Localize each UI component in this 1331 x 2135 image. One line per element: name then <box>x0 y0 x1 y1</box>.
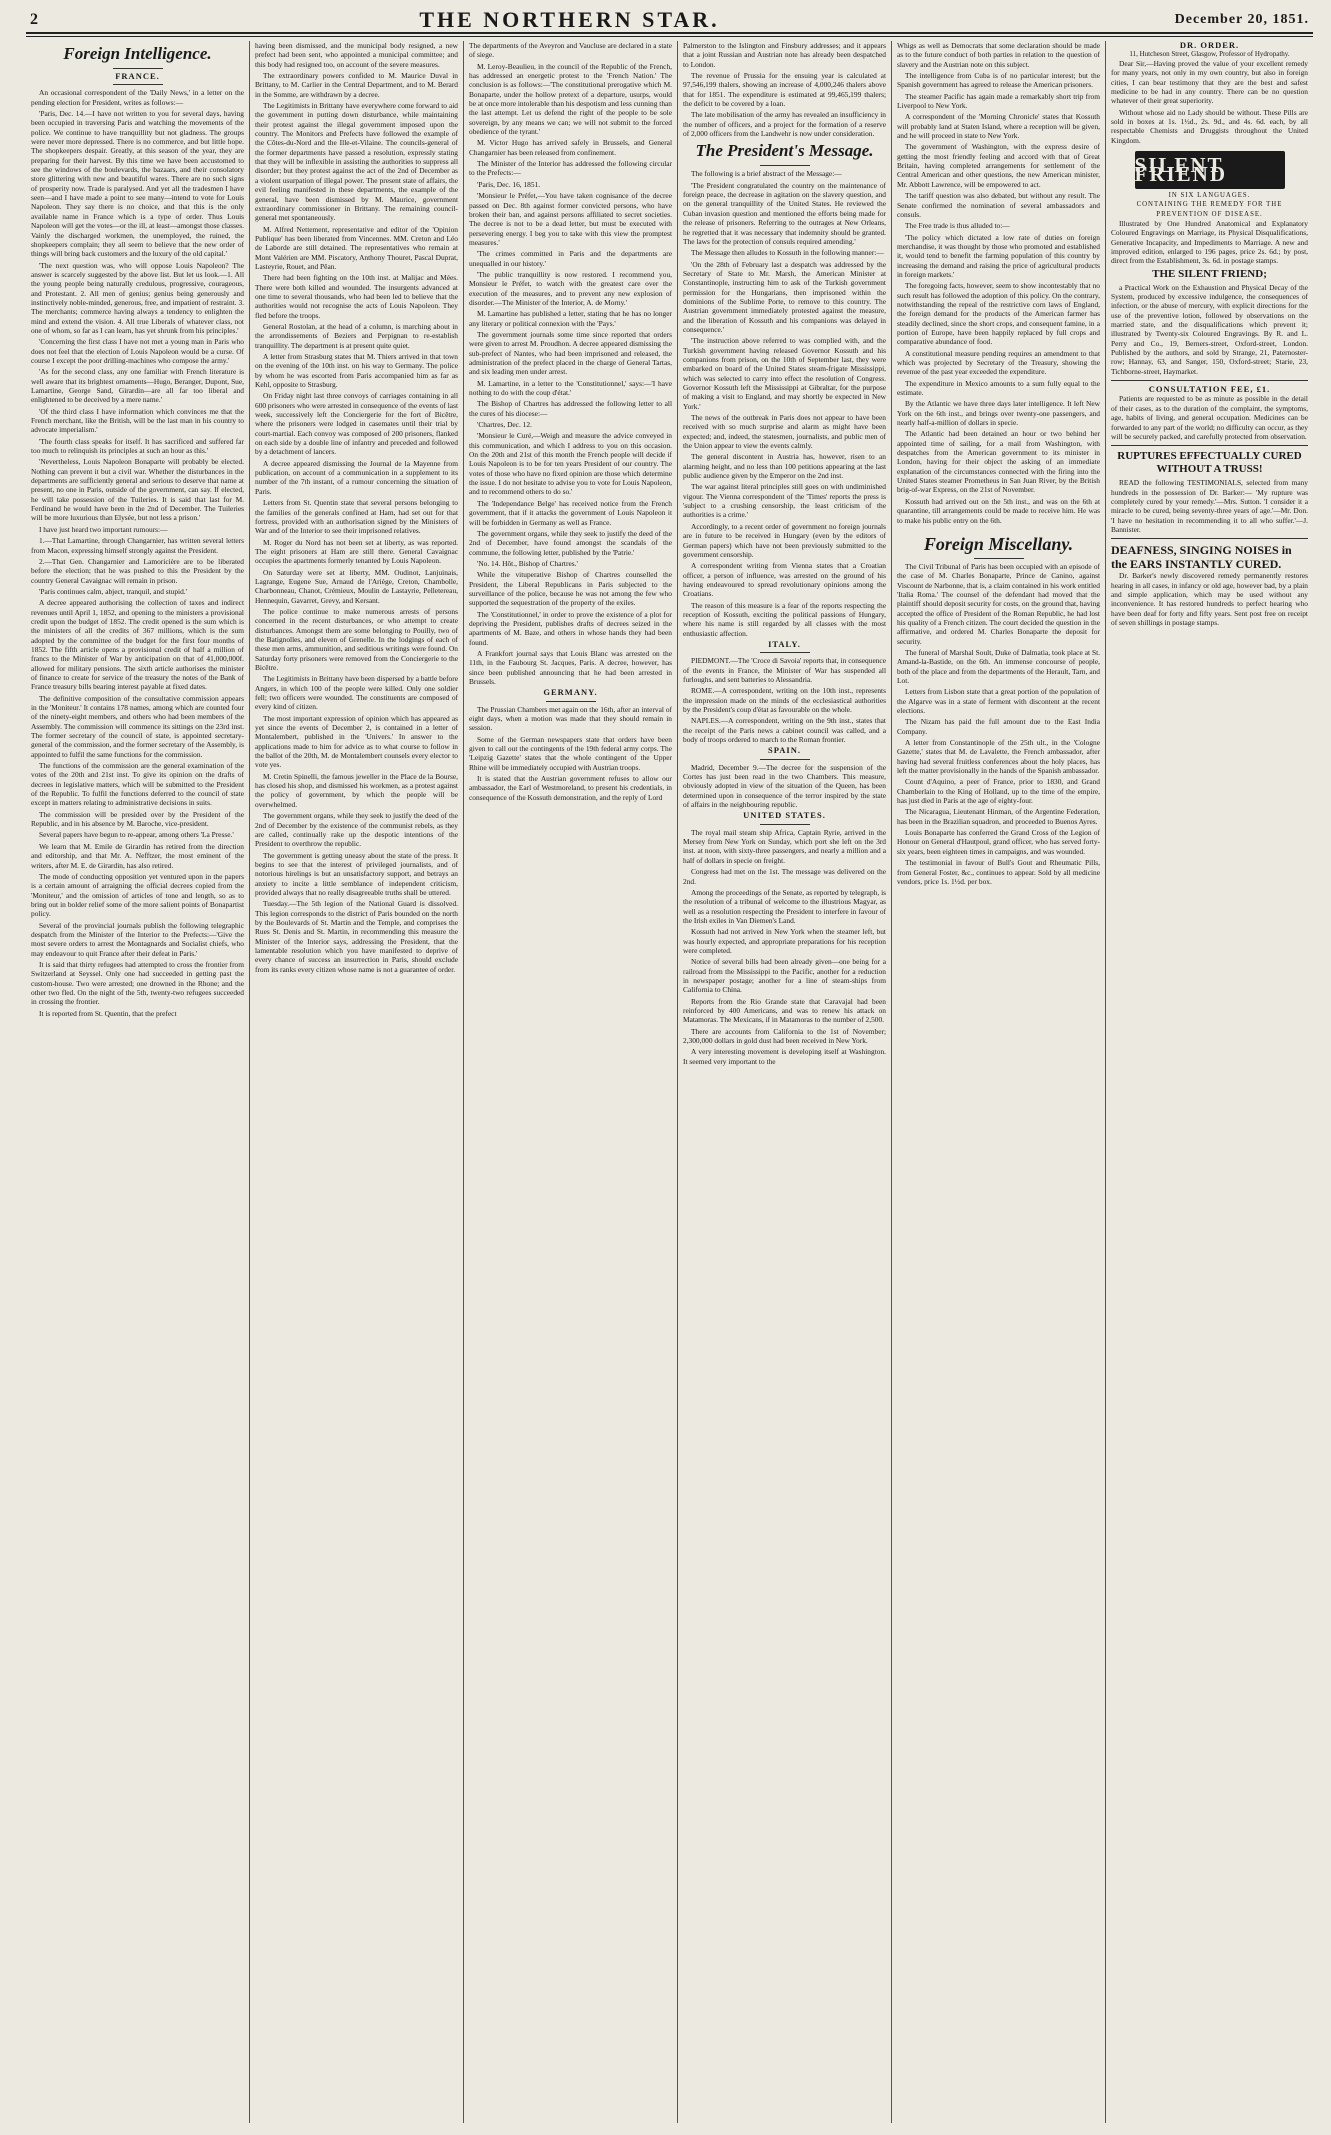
article-paragraph: The Prussian Chambers met again on the 16th, after an interval of eight days, when a motion was made that they should remain in session. <box>469 704 672 733</box>
article-paragraph: Kossuth had not arrived in New York when the steamer left, but was hourly expected, and appropriate preparations for his reception were completed. <box>683 927 886 955</box>
article-paragraph: It is said that thirty refugees had attempted to cross the frontier from Switzerland at Seyssel. Only one had succeeded in getting past the custom-house. Two were arrested; one drowned in the Rhone; and the other two fled. On the night of the 5th, twenty-two refugees succeeded in crossing the frontier. <box>31 959 244 1007</box>
article-paragraph: Accordingly, to a recent order of government no foreign journals are in future to be received in Hungary (even by the editors of German papers) which have not been previously submitted to the government censorship. <box>683 521 886 559</box>
article-paragraph: The government is getting uneasy about the state of the press. It begins to see that the interest of privileged journalists, and of notorious hirelings is but an unsatisfactory support, and betrays an anxiety to incite a little semblance of independent criticism, provided always that no really disagreeable truths shall be uttered. <box>255 850 458 897</box>
article-paragraph: The steamer Pacific has again made a remarkably short trip from Liverpool to New York. <box>897 91 1100 111</box>
article-paragraph: The revenue of Prussia for the ensuing year is calculated at 97,546,199 thalers, showing an increase of 4,000,246 thalers above that for 1851. The expenditure is estimated at 99,465,199 thalers; the deficit to be covered by a loan. <box>683 71 886 109</box>
page-number: 2 <box>30 11 38 28</box>
silent-friend-intro: Illustrated by One Hundred Anatomical and Explanatory Coloured Engravings on Marriage, its Physical Disqualifications, Generative Incapacity, and Impediments to Marriage. A new and improved edition, enlarged to 196 pages, price 2s. 6d.; by post, direct from the Establishment, 3s. 6d. in postage stamps. <box>1111 218 1308 266</box>
article-paragraph: On Saturday were set at liberty, MM. Oudinot, Lanjuinais, Lagrange, Eugene Sue, Arnaud de l'Ariège, Creton, Chambolle, Charbonneau, Chanot, Crémieux, Moulin de Lastayrie, Pelletereau, Hennequin, Gavarret, Grevy, and Kersant. <box>255 567 458 605</box>
article-paragraph: An occasional correspondent of the 'Daily News,' in a letter on the pending election for President, writes as follows:— <box>31 88 244 107</box>
article-paragraph: The Atlantic had been detained an hour or two behind her appointed time of sailing, for a mail from Washington, with despatches from the American government to its minister in London, having for their object the asking of an immediate explanation of the circumstances connected with the firing into the United States steamer Prometheus in San Juan River, by the British brig-of-war Express, on the 21st of November. <box>897 429 1100 495</box>
country-subheading: FRANCE. <box>115 71 160 81</box>
article-paragraph: Madrid, December 9.—The decree for the suspension of the Cortes has just been read in the two Chambers. This measure, obviously adopted in view of the situation of the Queen, has been determined upon in consequence of the terror inspired by the state of affairs in the neighbouring republic. <box>683 762 886 810</box>
article-paragraph: The government of Washington, with the express desire of getting the most friendly feeling and accord with that of Great Britain, having completed arrangements for settlement of the Central American and other questions, the new American minister, Mr. Abbott Lawrence, will be empowered to act. <box>897 142 1100 189</box>
article-paragraph: ROME.—A correspondent, writing on the 10th inst., represents the impression made on the minds of the ecclesiastical authorities by the President's coup d'état as favourable on the whole. <box>683 686 886 714</box>
article-paragraph: M. Lamartine has published a letter, stating that he has no longer any literary or political connexion with the 'Pays.' <box>469 309 672 328</box>
article-paragraph: 'Paris continues calm, abject, tranquil, and stupid.' <box>39 586 187 596</box>
article-paragraph: 'The President congratulated the country on the maintenance of foreign peace, the decrease in agitation on the slavery question, and on the general tranquillity of the United States. He reviewed the Cuban invasion question and mentioned the efforts being made for the release of prisoners. Referring to the outrages at New Orleans, he regretted that it was necessary that indemnity should be granted. The laws for the protection of consuls required amending.' <box>683 180 886 246</box>
article-paragraph: The Civil Tribunal of Paris has been occupied with an episode of the case of M. Charles Bonaparte, Prince de Canino, against Viscount de Narbonne, that is, a claim contained in his work entitled 'Italia Roma.' The counsel of the defendant had moved that the plaintiff should deposit security for costs, on the ground that, having accepted the office of President of the Roman Republic, he had lost his quality of a French citizen. The court decided the question in the affirmative, and ordered M. Charles Bonaparte the deposit for security. <box>897 561 1100 646</box>
silent-friend-banner: SILENT FRIEND <box>1135 151 1285 189</box>
article-paragraph: By the Atlantic we have three days later intelligence. It left New York on the 6th inst., and brings over twenty-one passengers, and nearly half-a-million of dollars in specie. <box>897 399 1100 428</box>
article-paragraph: A correspondent writing from Vienna states that a Croatian officer, a person of influence, was arrested on the ground of his having endeavoured to spread revolutionary opinions among the Croatians. <box>683 561 886 599</box>
section-heading: Foreign Intelligence. <box>63 44 212 63</box>
divider <box>1111 538 1308 539</box>
masthead <box>26 8 1313 34</box>
article-paragraph: 'Chartres, Dec. 12. <box>477 420 532 430</box>
issue-date: December 20, 1851. <box>1174 12 1309 27</box>
article-paragraph: 'As for the second class, any one familiar with French literature is well aware that its brightest ornaments—Hugo, Beranger, Dupont, Sue, Lamartine, George Sand, Girardin—are all far too liberal and enlightened to be deceived by a mere name.' <box>31 367 244 405</box>
short-rule <box>113 68 163 69</box>
article-paragraph: The late mobilisation of the army has revealed an insufficiency in the number of officers, and a project for the formation of a reserve of 2,000 officers from the Landwehr is now under consideration. <box>683 110 886 139</box>
advert-heading: DR. ORDER. <box>1179 41 1240 50</box>
article-paragraph: 'The fourth class speaks for itself. It has sacrificed and suffered far too much to relinquish its principles at such an hour as this.' <box>31 436 244 456</box>
article-paragraph: Louis Bonaparte has conferred the Grand Cross of the Legion of Honour on General d'Hautpoul, grand officer, who has served forty-six years, been eighteen times in campaigns, and was wounded. <box>897 828 1100 856</box>
article-paragraph: A letter from Constantinople of the 25th ult., in the 'Cologne Gazette,' states that M. de Lavalette, the French ambassador, after having had several fruitless conferences about the holy places, has left the matter provisionally in the hands of the Spanish ambassador. <box>897 738 1100 776</box>
section-heading: The President's Message. <box>695 141 874 161</box>
advert-subheading: 11, Hutcheson Street, Glasgow, Professor of Hydropathy. <box>1129 50 1290 59</box>
article-paragraph: Congress had met on the 1st. The message was delivered on the 2nd. <box>683 867 886 886</box>
country-subheading: UNITED STATES. <box>743 810 826 821</box>
short-rule <box>760 652 810 653</box>
article-paragraph: Kossuth had arrived out on the 5th inst., and was on the 6th at quarantine, till arrangements could be made to receive him. He was to make his public entry on the 6th. <box>897 496 1100 525</box>
article-paragraph: The intelligence from Cuba is of no particular interest; but the Spanish government has agreed to release the American prisoners. <box>897 71 1100 90</box>
article-paragraph: The Bishop of Chartres has addressed the following letter to all the cures of his diocese:— <box>469 399 672 418</box>
consultation-title: CONSULTATION FEE, £1. <box>1148 384 1271 395</box>
article-paragraph: 'The public tranquillity is now restored. I recommend you, Monsieur le Préfet, to watch with the greatest care over the execution of the measures, and to prevent any new explosion of disorder.—The Minister of the Interior, A. de Morny.' <box>469 269 672 307</box>
article-paragraph: The commission will be presided over by the President of the Republic, and in his absence by M. Baroche, vice-president. <box>31 809 244 829</box>
country-subheading: ITALY. <box>768 638 801 649</box>
short-rule <box>760 165 810 166</box>
short-rule <box>760 824 810 825</box>
column-3 <box>464 41 678 2123</box>
article-paragraph: Whigs as well as Democrats that some declaration should be made as to the future conduct of both parties in relation to the question of slavery and the Austrian note on this subject. <box>897 41 1100 69</box>
article-paragraph: 'The next question was, who will oppose Louis Napoleon? The answer is scarcely suggested by the above list. But let us look.—1. All the young people being naturally credulous, progressive, courageous, and Protestant. 2. All men of genius; genius being generously and instinctively noble-minded, generous, free, and impatient of restraint. 3. The merchants; commerce having always a tendency to enlighten the mind and extend the vision. 4. All true Liberals of whatever class, not one of whom, so far as I can learn, has yet shrunk from his principles.' <box>31 260 244 335</box>
article-paragraph: 2.—That Gen. Changarnier and Lamoricière are to be liberated before the election; that he was pushed to this the President by the country General Cavaignac will remain in prison. <box>31 556 244 585</box>
article-paragraph: The funeral of Marshal Soult, Duke of Dalmatia, took place at St. Amand-la-Bastide, on the 6th. An immense concourse of people, both of the place and from the departments of the Herault, Tarn, and Lot. <box>897 647 1100 685</box>
rupture-title: RUPTURES EFFECTUALLY CURED WITHOUT A TRUSS! <box>1117 450 1302 476</box>
columns <box>26 41 1313 2123</box>
rupture-text: READ the following TESTIMONIALS, selected from many hundreds in the possession of Dr. Barker:— 'My rupture was completely cured by your remedy.'—Mrs. Sutton. 'I consider it a miracle to be cured, being seventy-three years of age.'—Mr. Don. 'I have no hesitation in recommending it to all who suffer.'—J. Bannister. <box>1111 478 1308 534</box>
article-paragraph: having been dismissed, and the municipal body resigned, a new prefect had been sent, who appointed a municipal committee; and this body had resigned too, on account of the severe measures. <box>255 41 458 69</box>
column-2 <box>250 41 464 2123</box>
article-paragraph: A decree appeared authorising the collection of taxes and indirect revenues until April 1, 1852, and opening to the ministers a provisional credit upon the budget of 1852. The credit opened is the sum which is the ministers of all the credits of 367 millions, which is the sum adopted by the committee of the budget for the first four months of 1852. The fifth article opens a provisional credit of half a million of francs to the Minister of War by anticipation on that of 41,000,000f. allowed for military pensions. The sixth article authorises the minister of finance to create for service of the treasury the notes of the Bank of France treasury bills bearing interest payable at fixed dates. <box>31 598 244 692</box>
article-paragraph: A very interesting movement is developing itself at Washington. It seemed very important to the <box>683 1047 886 1066</box>
deafness-title: DEAFNESS, SINGING NOISES in the EARS INSTANTLY CURED. <box>1111 543 1292 572</box>
article-paragraph: The general discontent in Austria has, however, risen to an alarming height, and no less than 100 petitions appearing at the last public audience given by the Emperor on the 2nd inst. <box>683 452 886 481</box>
article-paragraph: 'The instruction above referred to was complied with, and the Turkish government having released Governor Kossuth and his companions from prison, on the 10th of September last, they were embarked on board of the United States steam-frigate Mississippi, which was selected to carry into effect the resolution of Congress. Governor Kossuth left the Mississippi at Gibraltar, for the purpose of making a visit to England, and may shortly be expected in New York.' <box>683 336 886 411</box>
article-paragraph: The functions of the commission are the general examination of the votes of the 20th and 21st inst. To give its opinion on the drafts of decrees in legislative matters, which will be submitted to the President of the Republic. To fulfil the functions deferred to the council of state except in matters relating to administrative decisions in suits. <box>31 761 244 808</box>
article-paragraph: Palmerston to the Islington and Finsbury addresses; and it appears that a joint Russian and Austrian note has already been despatched to London. <box>683 41 886 69</box>
article-paragraph: There are accounts from California to the 1st of November; 2,300,000 dollars in gold dust had been received in New York. <box>683 1026 886 1045</box>
article-paragraph: PIEDMONT.—The 'Croce di Savoia' reports that, in consequence of the events in France, the Minister of War has suspended all furloughs, and sent batteries to Alessandria. <box>683 656 886 684</box>
article-paragraph: M. Victor Hugo has arrived safely in Brussels, and General Changarnier has been released from confinement. <box>469 138 672 157</box>
article-paragraph: Several papers have begun to re-appear, among others 'La Presse.' <box>39 830 234 840</box>
silent-friend-body: a Practical Work on the Exhaustion and Physical Decay of the System, produced by excessive indulgence, the consequences of infection, or the abuse of mercury, with explicit directions for the use of the preventive lotion, followed by observations on the married state, and the disqualifications which prevent it; illustrated by Twenty-six Coloured Engravings. By R. and L. Perry and Co., 19, Berners-street, Oxford-street, London. Published by the authors, and sold by Strange, 21, Paternoster-row; Hannay, 63, and Sanger, 150, Oxford-street; Starie, 23, Tichborne-street, Haymarket. <box>1111 282 1308 376</box>
article-paragraph: The 'Constitutionnel,' in order to prove the existence of a plot for depriving the President, publishes drafts of decrees seized in the apartments of M. Baze, and others in whose hands they had been found. <box>469 609 672 647</box>
article-paragraph: We learn that M. Emile de Girardin has retired from the direction and editorship, and that Mr. A. Nefftzer, the most eminent of the writers, after M. E. de Girardin, has also retired. <box>31 841 244 870</box>
masthead-rule <box>26 36 1313 37</box>
article-paragraph: The definitive composition of the consultative commission appears in the 'Moniteur.' It contains 178 names, among which are counted four of the ninety-eight members, and others who had been members of the Assembly. The commission will commence its sittings on the 23rd inst. The former secretary of the council of state, is appointed secretary-general of the commission, and the former secretary of the Assembly, is appointed to fulfil the same functions for the commission. <box>31 693 244 759</box>
short-rule <box>760 759 810 760</box>
article-paragraph: NAPLES.—A correspondent, writing on the 9th inst., states that the receipt of the Paris news a cabinet council was called, and a body of troops ordered to march to the Roman frontier. <box>683 716 886 745</box>
article-paragraph: M. Cretin Spinelli, the famous jeweller in the Place de la Bourse, has closed his shop, and dismissed his workmen, as a protest against the policy of government, by which the people will be overwhelmed. <box>255 771 458 809</box>
article-paragraph: 'The crimes committed in Paris and the departments are unequalled in our history.' <box>469 249 672 268</box>
article-paragraph: The expenditure in Mexico amounts to a sum fully equal to the estimate. <box>897 378 1100 398</box>
article-paragraph: Several of the provincial journals publish the following telegraphic despatch from the Minister of the Interior to the Prefects:—'Give the most severe orders to arrest the Montagnards and Socialist chiefs, who may endeavour to quit France after their defeat in Paris.' <box>31 920 244 958</box>
article-paragraph: The government organs, while they seek to justify the deed of the 2nd of December by the existence of the communist rebels, as they are called, continually rake up the despotic intentions of the President to overthrow the republic. <box>255 811 458 849</box>
article-paragraph: The government journals some time since reported that orders were given to arrest M. Proudhon. A decree appeared dismissing the sub-prefect of Nantes, who had been imprisoned and released, the administration of the prefect placed in the charge of General Tartas, and six leading men under arrest. <box>469 329 672 377</box>
article-paragraph: I have just heard two important rumours:— <box>39 524 168 534</box>
article-paragraph: The news of the outbreak in Paris does not appear to have been received with so much surprise and alarm as might have been expected; and, indeed, the statesmen, journalists, and public men of the Union appear to view the events calmly. <box>683 413 886 451</box>
divider <box>1111 445 1308 446</box>
article-paragraph: 'On the 28th of February last a despatch was addressed by the Secretary of State to Mr. Marsh, the American Minister at Constantinople, instructing him to ask of the Turkish government permission for the Hungarians, then imprisoned within the dominions of the Sublime Porte, to remove to this country. The Austrian government immediately protested against the measure, and the liberation of Kossuth and his companions was delayed in consequence.' <box>683 259 886 334</box>
deafness-text: Dr. Barker's newly discovered remedy permanently restores hearing in all cases, in infancy or old age, however bad, by a plain and simple application, which may be used without any inconvenience. It has restored hundreds to perfect hearing who have been deaf for forty and fifty years. Sent post free on receipt of seven shillings in postage stamps. <box>1111 571 1308 627</box>
article-paragraph: On Friday night last three convoys of carriages containing in all 600 prisoners who were arrested in consequence of the events of last week, successively left the Conciergerie for the fort of Bicêtre, where the prisoners were lodged in casemates until their trial by court-martial. Each convoy was composed of 200 prisoners, flanked on each side by a double line of infantry and preceded and followed by a detachment of lancers. <box>255 391 458 457</box>
article-paragraph: The mode of conducting opposition yet ventured upon in the papers is a certain amount of arraigning the official decrees copied from the 'Moniteur,' and the omission of articles of tone and length, so as to bring out in bolder relief some of the more salient points of Bonapartist policy. <box>31 871 244 919</box>
column-5 <box>892 41 1106 2123</box>
article-paragraph: 'Monsieur le Préfet,—You have taken cognisance of the decree passed on Dec. 8th against former convicted persons, who have broken their ban, and against persons affiliated to secret societies. The decree is not to be a dead letter, but must be executed with persevering energy. I beg you to take with this view the promptest measures.' <box>469 191 672 247</box>
divider <box>1111 380 1308 381</box>
article-paragraph: The testimonial in favour of Bull's Gout and Rheumatic Pills, from General Foster, &c., continues to appear. Sold by all medicine vendors, price 1s. 1½d. per box. <box>897 858 1100 886</box>
article-paragraph: The departments of the Aveyron and Vaucluse are declared in a state of siege. <box>469 41 672 60</box>
article-paragraph: The royal mail steam ship Africa, Captain Ryrie, arrived in the Mersey from New York on Sunday, which port she left on the 3rd inst. at noon, with sixty-three passengers, and nearly a million and a half of dollars in specie on freight. <box>683 827 886 865</box>
article-paragraph: While the vituperative Bishop of Chartres counselled the President, the Liberal Republicans in Paris subjected to the surveillance of the police, because he was not among the few who supported the sequestration of the property of the exiles. <box>469 570 672 608</box>
article-paragraph: The Free trade is thus alluded to:— <box>905 221 1010 231</box>
article-paragraph: 'Monsieur le Curé,—Weigh and measure the advice conveyed in this communication, and which I address to you on this occasion. On the 20th and 21st of this month the French people will decide if Louis Napoleon is to be for ten years President of our country. The votes of those who have no fixed opinion are those which determine the issue. I do not hesitate to advise you to vote for Louis Napoleon, and to recommend others to do so.' <box>469 431 672 497</box>
country-subheading: GERMANY. <box>543 687 598 698</box>
column-4 <box>678 41 892 2123</box>
article-paragraph: Among the proceedings of the Senate, as reported by telegraph, is the resolution of a tribunal of welcome to the illustrious Magyar, as well as a resolution respecting the President to interfere in favour of the Irish exiles in Van Diemen's Land. <box>683 887 886 925</box>
article-paragraph: 'The policy which dictated a low rate of duties on foreign merchandise, it was thought by those who promoted and established it, would tend to benefit the farming population of this country by increasing the demand and raising the price of agricultural products in foreign markets.' <box>897 232 1100 279</box>
article-paragraph: The most important expression of opinion which has appeared as yet since the events of December 2, is contained in a letter of Montalembert, published in the 'Univers.' In answer to the applications made to him for advice as to what course to follow in the ballot of the 20th, M. de Montalembert counsels every elector to vote yes. <box>255 713 458 770</box>
article-paragraph: The 'Independance Belge' has received notice from the French government, that if it attacks the government of Louis Napoleon it will be forbidden in Germany as well as France. <box>469 498 672 527</box>
article-paragraph: The Nizam has paid the full amount due to the East India Company. <box>897 717 1100 736</box>
article-paragraph: A decree appeared dismissing the Journal de la Mayenne from publication, on account of a communication in a supplement to its number of the 7th instant, of a rumour concerning the situation of Paris. <box>255 458 458 496</box>
article-paragraph: 'Paris, Dec. 14.—I have not written to you for several days, having been occupied in traversing Paris and watching the movements of the police. We continue to have tranquillity but not gladness. The groups were never more depressed. There is no commerce, and but little hope. The shopkeepers despair. Greatly, at this season of the year, they are preparing for their harvest. By this time we have been accustomed to see the windows of the boulevards, the bazaars, and their consolatory store glittering with new and beautiful wares. There are no such signs of prosperity now. Trade is paralysed. And yet all the tradesmen I have seen—and I have made a point to see many—intend to vote for Louis Napoleon. They say there is no choice, and that this is the only available name in France which is a type of order. Thus Louis Napoleon will get the votes—or the ill, at least—amongst those classes. Vainly the discharged workmen, the unemployed, the ruined, the shopkeepers complain; they all seem to believe that the new order of things will bring back customers and the luxury of the old capital.' <box>31 109 244 259</box>
advert-order <box>1111 41 1308 145</box>
article-paragraph: Count d'Aquino, a peer of France, prior to 1830, and Grand Chamberlain to the King of Holland, up to the time of the empire, has just died in Paris at the age of eighty-four. <box>897 777 1100 806</box>
article-paragraph: Reports from the Rio Grande state that Caravajal had been reinforced by 400 Americans, and was to renew his attack on Matamoras. The Mexicans, if in Matamoras to the number of 2,500. <box>683 996 886 1025</box>
article-paragraph: The Minister of the Interior has addressed the following circular to the Prefects:— <box>469 159 672 178</box>
advert-text: Dear Sir,—Having proved the value of your excellent remedy for many years, not only in my own country, but also in foreign cities, I can bear testimony that they are the best and safest medicine to be had in any country. There can be no question whatever of their great superiority. <box>1111 58 1308 106</box>
advert-text: Without whose aid no Lady should be without. These Pills are sold in boxes at 1s. 1½d., 2s. 9d., and 4s. 6d. each, by all respectable Chemists and Druggists throughout the United Kingdom. <box>1111 107 1308 145</box>
article-paragraph: M. Alfred Nettement, representative and editor of the 'Opinion Publique' has been liberated from Vincennes. MM. Creton and Léo de Laborde are still detained. The representatives who remain at Mont Valérien are MM. Piscatory, Anthony Thouret, Pascal Duprat, Lasteyrie, Rouet, and Pêan. <box>255 224 458 271</box>
newspaper-title: THE NORTHERN STAR. <box>419 7 720 32</box>
article-paragraph: The foregoing facts, however, seem to show incontestably that no such result has followed the adoption of this policy. On the contrary, notwithstanding the repeal of the restrictive corn laws of England, the foreign demand for the products of the American farmer has steadily declined, since the short crops, and consequent famine, in a portion of Europe, have been happily replaced by full crops and comparative abundance of food. <box>897 281 1100 347</box>
article-paragraph: The war against literal principles still goes on with undiminished vigour. The Vienna correspondent of the 'Times' reports the press is 'subject to a crushing censorship, the least criticism of the authorities is a crime.' <box>683 482 886 520</box>
article-paragraph: 'Of the third class I have information which convinces me that the French merchant, like the British, will be the last man in his country to advocate imperialism.' <box>31 406 244 435</box>
section-heading: Foreign Miscellany. <box>923 533 1074 554</box>
article-paragraph: The Legitimists in Brittany have been dispersed by a battle before Angers, in which 100 of the people were killed. Only one soldier fell; two officers were wounded. The constituents are composed of every kind of citizen. <box>255 674 458 712</box>
article-paragraph: It is reported from St. Quentin, that the prefect <box>39 1008 177 1018</box>
article-paragraph: 'No. 14. Hôt., Bishop of Chartres.' <box>477 558 578 568</box>
article-paragraph: It is stated that the Austrian government refuses to allow our ambassador, the Earl of Westmoreland, to present his credentials, in consequence of the Kossuth demonstration, and the reply of Lord <box>469 774 672 802</box>
article-paragraph: General Rostolan, at the head of a column, is marching about in the arrondissements of Beziers and Perpignan to re-establish tranquillity. The department is at present quite quiet. <box>255 321 458 350</box>
article-paragraph: M. Roger du Nord has not been set at liberty, as was reported. The eight prisoners at Ham are still there. General Cavaignac occupies the apartments formerly tenanted by Louis Napoleon. <box>255 537 458 566</box>
article-paragraph: A Frankfort journal says that Louis Blanc was arrested on the 11th, in the Faubourg St. Jacques, Paris. A decree, however, has since been published announcing that he had been arrested in Brussels. <box>469 648 672 686</box>
article-paragraph: The Message then alludes to Kossuth in the following manner:— <box>691 248 884 258</box>
column-6-advertisements <box>1106 41 1313 2123</box>
article-paragraph: The tariff question was also debated, but without any result. The Senate confirmed the nomination of several ambassadors and consuls. <box>897 191 1100 219</box>
article-paragraph: There had been fighting on the 10th inst. at Malijac and Mées. There were both killed and wounded. The insurgents advanced at one time to several thousands, who had been led to believe that the authorities would not recognise the acts of Louis Napoleon. They fled before the troops. <box>255 273 458 320</box>
article-paragraph: The Legitimists in Brittany have everywhere come forward to aid the government in putting down disturbance, while maintaining their protest against the illegal government imposed upon the country. The Monitors and Prefects have followed the example of the Côtes-du-Nord and the Ille-et-Vilaine. The councils-general of the former departments have passed a resolution, expressly stating that they will be inflexible in assisting the authorities to suppress all disorder; but they protest against the act of the 2nd of December as a violent usurpation of illegal power. The present state of affairs, the evil feeling manifested in these departments, the example of the general, have been dismissed by M. Maurice, government extraordinary commissioner in Brittany. The remaining council-general met spontaneously. <box>255 101 458 223</box>
article-paragraph: Some of the German newspapers state that orders have been given to call out the contingents of the 19th federal army corps. The 'Leipzig Gazette' states that the whole contingent of the Upper Rhine will be immediately occupied with Austrian troops. <box>469 734 672 772</box>
short-rule <box>546 701 596 702</box>
article-paragraph: M. Leroy-Beaulieu, in the council of the Republic of the French, has addressed an energetic protest to the 'French Nation.' The conclusion is as follows:—'The constitutional prerogative which M. Bonaparte, under the hollow pretext of a departure, usurps, would be at once more intolerable than his despotism and less cunning than the last attempt. Let us defend the right of the people to be sole sovereign, by any means we can; we will not submit to the forced obedience of the tyrant.' <box>469 61 672 137</box>
article-paragraph: The Nicaragua, Lieutenant Hinman, of the Argentine Federation, has been in the Brazilian squadron, and proceeded to Buenos Ayres. <box>897 807 1100 826</box>
article-paragraph: Letters from Lisbon state that a great portion of the population of the Algarve was in a state of ferment with discontent at the recent elections. <box>897 687 1100 715</box>
article-paragraph: The police continue to make numerous arrests of persons concerned in the recent disturbances, or who attempt to create disturbances. Amongst them are some belonging to Pouilly, two of the Batignolles, and eleven of Grenelle. In the lodgings of each of these men arms, ammunition, and seditious writings were found. On Saturday forty prisoners were removed from the Conciergerie to the Bicêtre. <box>255 606 458 672</box>
article-paragraph: The reason of this measure is a fear of the reports respecting the reception of Kossuth, exciting the political passions of Hungary, where his name is still regarded by all classes with the most enthusiastic affection. <box>683 600 886 638</box>
article-paragraph: 'Paris, Dec. 16, 1851. <box>477 179 541 189</box>
column-1 <box>26 41 250 2123</box>
article-paragraph: Tuesday.—The 5th legion of the National Guard is dissolved. This legion corresponds to the district of Paris bounded on the north by the Boulevards of St. Martin and the Temple, and comprises the Rues St. Denis and St. Martin, in recommending this measure the Minister of the Interior says, addressing the President, that the lamentable resolution which you have manifested to deprive of every chance of success an insurrection in Paris, should exclude from its ranks every citizen whose name is not a guarantee of order. <box>255 899 458 974</box>
article-paragraph: A correspondent of the 'Morning Chronicle' states that Kossuth will probably land at Staten Island, where a reception will be given, and he will proceed in state to New York. <box>897 112 1100 141</box>
article-paragraph: The government organs, while they seek to justify the deed of the 2nd of December, have found amongst the scandals of the commune, the following letter, published by the 'Patrie.' <box>469 528 672 557</box>
silent-friend-languages: IN SIX LANGUAGES. <box>1168 191 1251 199</box>
article-paragraph: 'Concerning the first class I have not met a young man in Paris who does not feel that the election of Louis Napoleon would be a curse. Of course I except the poor drilling-machines who compose the army.' <box>31 337 244 365</box>
article-paragraph: The following is a brief abstract of the Message:— <box>691 169 842 179</box>
article-paragraph: 'Nevertheless, Louis Napoleon Bonaparte will probably be elected. Nothing can prevent it but a civil war. Whether the disturbances in the departments are sufficiently general and serious to deserve that name at present, no one in Paris, outside of the government, can say. If elected, he will take possession of the Tuileries. It is said that last for M. Ferdinand he would have been in the 2nd of December. The Tuileries will be more luxurious than Elysée, but not less a prison.' <box>31 457 244 523</box>
article-paragraph: Letters from St. Quentin state that several persons belonging to the families of the generals confined at Ham, had set out for that fortress, provided with an authorisation signed by the Ministers of War and of the Interior to see their imprisoned relatives. <box>255 498 458 536</box>
article-paragraph: Notice of several bills had been already given—one being for a railroad from the Mississippi to the Pacific, another for a reduction in newspaper postage; another for a line of steam-ships from California to China. <box>683 957 886 995</box>
article-paragraph: A letter from Strasburg states that M. Thiers arrived in that town on the evening of the 10th inst. on his way to Germany. The police by whom he was escorted from Paris accompanied him as far as Kehl, opposite to Strasburg. <box>255 352 458 390</box>
silent-friend-caption: CONTAINING THE REMEDY FOR THE PREVENTION OF DISEASE. <box>1136 201 1283 218</box>
short-rule <box>974 558 1024 559</box>
consultation-text: Patients are requested to be as minute as possible in the detail of their cases, as to the duration of the complaint, the symptoms, age, habits of living, and general occupation. Medicines can be forwarded to any part of the world; no difficulty can occur, as they will be securely packed, and carefully protected from observation. <box>1111 394 1308 441</box>
article-paragraph: A constitutional measure pending requires an amendment to that which was projected by Secretary of the Treasury, showing the revenue of the past year exceeded the expenditure. <box>897 348 1100 377</box>
article-paragraph: 1.—That Lamartine, through Changarnier, has written several letters from Macon, expressing himself strongly against the President. <box>31 536 244 555</box>
article-paragraph: M. Lamartine, in a letter to the 'Constitutionnel,' says:—'I have nothing to do with the coup d'état.' <box>469 378 672 398</box>
article-paragraph: The extraordinary powers confided to M. Maurice Duval in Brittany, to M. Carlier in the Central Department, and to M. Berard in the Somme, are withdrawn by a decree. <box>255 71 458 99</box>
silent-friend-title: THE SILENT FRIEND; <box>1152 267 1267 280</box>
short-rule <box>113 84 163 85</box>
country-subheading: SPAIN. <box>768 745 801 756</box>
